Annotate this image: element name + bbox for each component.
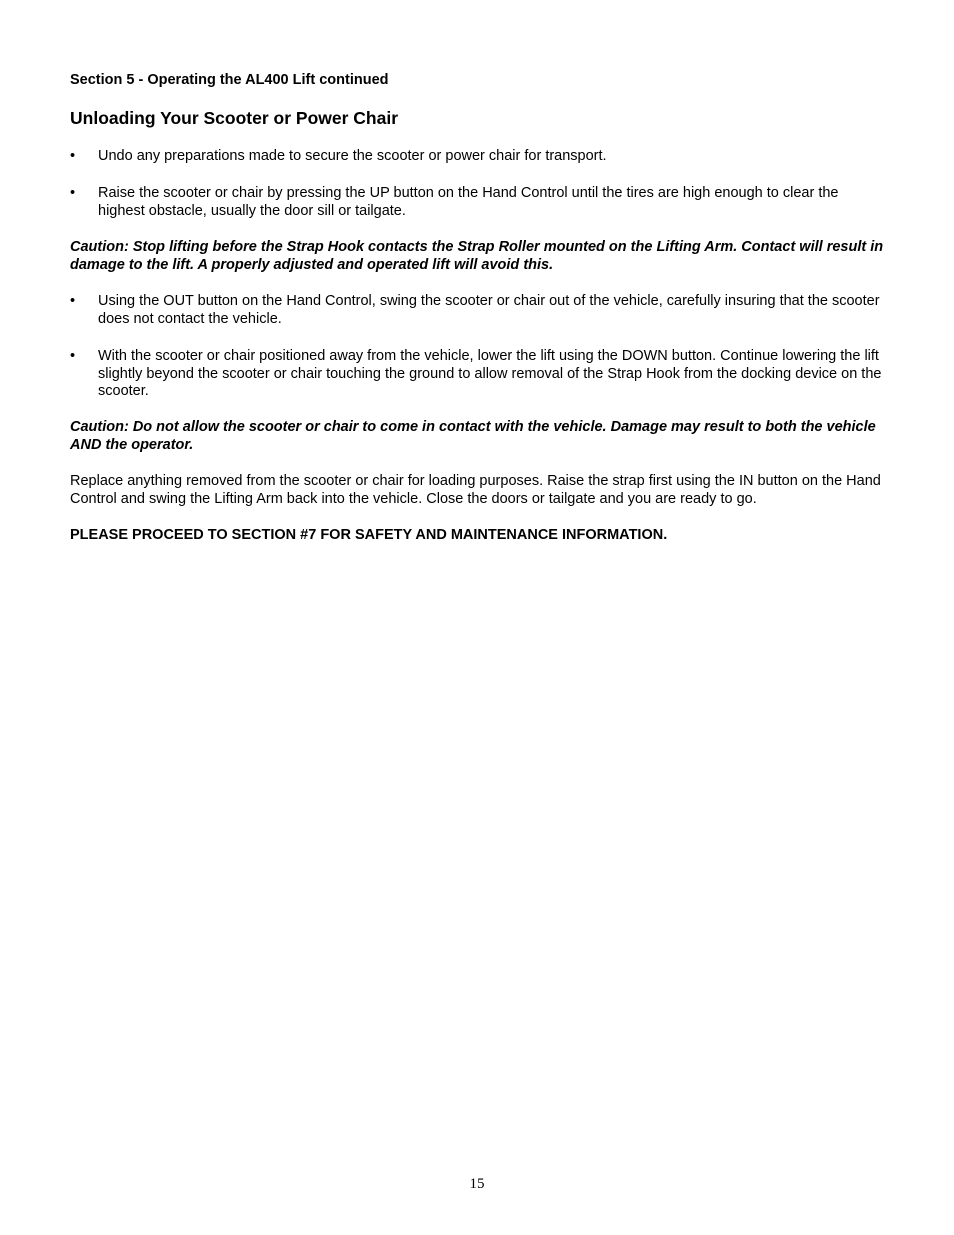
page-number: 15 bbox=[469, 1176, 485, 1192]
list-item-text: Using the OUT button on the Hand Control, swing the scooter or chair out of the vehicle, carefully insuring that the scooter does not contact the vehicle. bbox=[98, 293, 880, 327]
page-title: Unloading Your Scooter or Power Chair bbox=[70, 108, 399, 128]
proceed-notice: PLEASE PROCEED TO SECTION #7 FOR SAFETY AND MAINTENANCE INFORMATION. bbox=[70, 527, 668, 543]
bullet-icon: • bbox=[70, 148, 76, 164]
section-header: Section 5 - Operating the AL400 Lift continued bbox=[70, 72, 389, 88]
list-item-text: With the scooter or chair positioned away from the vehicle, lower the lift using the DOWN button. Continue lowering the lift slightly beyond the scooter or chair touching the ground to allow removal of the Strap Hook from the docking device on the scooter. bbox=[98, 348, 882, 399]
closing-paragraph: Replace anything removed from the scooter or chair for loading purposes. Raise the strap first using the IN button on the Hand Control and swing the Lifting Arm back into the vehicle. Close the doors or tailgate and you are ready to go. bbox=[70, 473, 881, 507]
bullet-icon: • bbox=[70, 348, 76, 364]
bullet-icon: • bbox=[70, 293, 76, 309]
caution-note: Caution: Stop lifting before the Strap Hook contacts the Strap Roller mounted on the Lifting Arm. Contact will result in damage to the lift. A properly adjusted and operated lift will avoid this. bbox=[70, 239, 884, 273]
list-item bbox=[70, 185, 884, 220]
list-item bbox=[70, 293, 884, 328]
bullet-icon: • bbox=[70, 185, 76, 201]
list-item-text: Raise the scooter or chair by pressing the UP button on the Hand Control until the tires are high enough to clear the highest obstacle, usually the door sill or tailgate. bbox=[98, 185, 839, 219]
list-item-text: Undo any preparations made to secure the scooter or power chair for transport. bbox=[98, 148, 607, 164]
list-item bbox=[70, 148, 884, 166]
list-item bbox=[70, 348, 884, 401]
caution-note: Caution: Do not allow the scooter or chair to come in contact with the vehicle. Damage may result to both the vehicle AND the operator. bbox=[70, 419, 876, 453]
